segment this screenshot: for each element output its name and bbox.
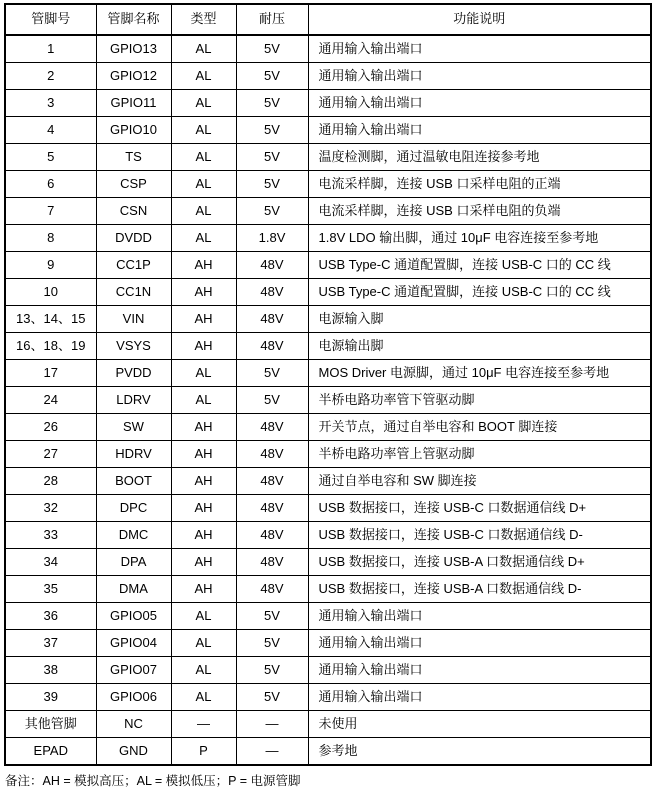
pin-name-cell: LDRV	[96, 387, 171, 414]
table-row	[5, 90, 651, 117]
function-description-cell: USB 数据接口，连接 USB-C 口数据通信线 D+	[308, 495, 651, 522]
table-footnote: 备注：AH = 模拟高压；AL = 模拟低压；P = 电源管脚	[5, 774, 301, 788]
pin-number-cell: 10	[5, 279, 96, 306]
pin-number-cell: 17	[5, 360, 96, 387]
pin-type-cell: AH	[171, 441, 236, 468]
function-description-cell: 通过自举电容和 SW 脚连接	[308, 468, 651, 495]
pin-number-cell: 4	[5, 117, 96, 144]
pin-type-cell: AH	[171, 549, 236, 576]
pin-table-header	[5, 4, 651, 35]
pin-type-cell: P	[171, 738, 236, 766]
table-row	[5, 387, 651, 414]
function-description-cell: 未使用	[308, 711, 651, 738]
function-description-cell: USB 数据接口，连接 USB-A 口数据通信线 D+	[308, 549, 651, 576]
function-description-cell: 通用输入输出端口	[308, 657, 651, 684]
function-description-cell: 通用输入输出端口	[308, 117, 651, 144]
pin-type-cell: AL	[171, 90, 236, 117]
pin-type-cell: AL	[171, 35, 236, 63]
voltage-rating-cell: —	[236, 738, 308, 766]
pin-number-cell: 6	[5, 171, 96, 198]
table-row	[5, 117, 651, 144]
header-pin-name: 管脚名称	[96, 4, 171, 35]
pin-number-cell: 37	[5, 630, 96, 657]
pin-name-cell: CC1P	[96, 252, 171, 279]
pin-type-cell: AL	[171, 198, 236, 225]
table-row	[5, 630, 651, 657]
pin-type-cell: AL	[171, 387, 236, 414]
table-row	[5, 360, 651, 387]
table-row	[5, 549, 651, 576]
pin-type-cell: AL	[171, 171, 236, 198]
table-row	[5, 414, 651, 441]
pin-type-cell: AL	[171, 144, 236, 171]
header-voltage-rating: 耐压	[236, 4, 308, 35]
function-description-cell: USB 数据接口，连接 USB-C 口数据通信线 D-	[308, 522, 651, 549]
pin-number-cell: 2	[5, 63, 96, 90]
pin-name-cell: GPIO06	[96, 684, 171, 711]
pin-name-cell: DVDD	[96, 225, 171, 252]
pin-type-cell: AL	[171, 684, 236, 711]
pin-number-cell: 16、18、19	[5, 333, 96, 360]
voltage-rating-cell: 5V	[236, 657, 308, 684]
pin-type-cell: AH	[171, 576, 236, 603]
header-pin-number: 管脚号	[5, 4, 96, 35]
voltage-rating-cell: 5V	[236, 198, 308, 225]
header-function-description: 功能说明	[308, 4, 651, 35]
function-description-cell: 半桥电路功率管上管驱动脚	[308, 441, 651, 468]
pin-number-cell: 7	[5, 198, 96, 225]
pin-name-cell: VSYS	[96, 333, 171, 360]
pin-name-cell: NC	[96, 711, 171, 738]
pin-type-cell: AH	[171, 495, 236, 522]
voltage-rating-cell: 5V	[236, 684, 308, 711]
pin-type-cell: AH	[171, 414, 236, 441]
voltage-rating-cell: 5V	[236, 603, 308, 630]
pin-number-cell: 3	[5, 90, 96, 117]
table-row	[5, 225, 651, 252]
pin-number-cell: 36	[5, 603, 96, 630]
pin-type-cell: AL	[171, 225, 236, 252]
pin-type-cell: AL	[171, 630, 236, 657]
pin-number-cell: 32	[5, 495, 96, 522]
pin-name-cell: DPA	[96, 549, 171, 576]
function-description-cell: 开关节点，通过自举电容和 BOOT 脚连接	[308, 414, 651, 441]
pin-type-cell: AL	[171, 117, 236, 144]
function-description-cell: 通用输入输出端口	[308, 630, 651, 657]
pin-number-cell: 33	[5, 522, 96, 549]
table-row	[5, 522, 651, 549]
voltage-rating-cell: 48V	[236, 441, 308, 468]
voltage-rating-cell: 5V	[236, 35, 308, 63]
function-description-cell: MOS Driver 电源脚，通过 10μF 电容连接至参考地	[308, 360, 651, 387]
table-row	[5, 711, 651, 738]
pin-number-cell: 35	[5, 576, 96, 603]
function-description-cell: 半桥电路功率管下管驱动脚	[308, 387, 651, 414]
voltage-rating-cell: 48V	[236, 279, 308, 306]
pin-name-cell: GPIO04	[96, 630, 171, 657]
pin-name-cell: DPC	[96, 495, 171, 522]
pin-name-cell: GPIO11	[96, 90, 171, 117]
function-description-cell: 通用输入输出端口	[308, 63, 651, 90]
pin-type-cell: AH	[171, 252, 236, 279]
voltage-rating-cell: 5V	[236, 387, 308, 414]
pin-type-cell: —	[171, 711, 236, 738]
table-row	[5, 198, 651, 225]
pin-type-cell: AL	[171, 63, 236, 90]
voltage-rating-cell: 5V	[236, 360, 308, 387]
pin-name-cell: TS	[96, 144, 171, 171]
function-description-cell: 通用输入输出端口	[308, 684, 651, 711]
pin-name-cell: GND	[96, 738, 171, 766]
pin-number-cell: 27	[5, 441, 96, 468]
pin-name-cell: BOOT	[96, 468, 171, 495]
voltage-rating-cell: 5V	[236, 630, 308, 657]
table-row	[5, 171, 651, 198]
pin-name-cell: HDRV	[96, 441, 171, 468]
voltage-rating-cell: 5V	[236, 117, 308, 144]
pin-name-cell: GPIO05	[96, 603, 171, 630]
pin-name-cell: CSN	[96, 198, 171, 225]
voltage-rating-cell: 48V	[236, 576, 308, 603]
function-description-cell: 电源输入脚	[308, 306, 651, 333]
pin-type-cell: AH	[171, 306, 236, 333]
pin-number-cell: 28	[5, 468, 96, 495]
table-row	[5, 252, 651, 279]
pin-type-cell: AH	[171, 279, 236, 306]
function-description-cell: 参考地	[308, 738, 651, 766]
pin-number-cell: 9	[5, 252, 96, 279]
pin-number-cell: 5	[5, 144, 96, 171]
function-description-cell: 通用输入输出端口	[308, 603, 651, 630]
table-row	[5, 495, 651, 522]
pin-name-cell: CC1N	[96, 279, 171, 306]
voltage-rating-cell: 48V	[236, 414, 308, 441]
function-description-cell: 电源输出脚	[308, 333, 651, 360]
table-row	[5, 576, 651, 603]
pin-number-cell: 13、14、15	[5, 306, 96, 333]
table-row	[5, 63, 651, 90]
pin-name-cell: GPIO12	[96, 63, 171, 90]
pin-name-cell: GPIO07	[96, 657, 171, 684]
pin-name-cell: GPIO13	[96, 35, 171, 63]
pin-name-cell: DMC	[96, 522, 171, 549]
pin-number-cell: 34	[5, 549, 96, 576]
table-row	[5, 333, 651, 360]
pin-type-cell: AH	[171, 522, 236, 549]
voltage-rating-cell: 5V	[236, 63, 308, 90]
table-row	[5, 738, 651, 766]
voltage-rating-cell: 48V	[236, 468, 308, 495]
pin-number-cell: EPAD	[5, 738, 96, 766]
voltage-rating-cell: 48V	[236, 522, 308, 549]
voltage-rating-cell: 48V	[236, 333, 308, 360]
function-description-cell: USB Type-C 通道配置脚，连接 USB-C 口的 CC 线	[308, 279, 651, 306]
pin-name-cell: CSP	[96, 171, 171, 198]
function-description-cell: 1.8V LDO 输出脚，通过 10μF 电容连接至参考地	[308, 225, 651, 252]
function-description-cell: 电流采样脚，连接 USB 口采样电阻的负端	[308, 198, 651, 225]
pin-name-cell: PVDD	[96, 360, 171, 387]
table-row	[5, 657, 651, 684]
pin-table-body	[5, 35, 651, 765]
pin-type-cell: AL	[171, 657, 236, 684]
function-description-cell: 温度检测脚，通过温敏电阻连接参考地	[308, 144, 651, 171]
pin-number-cell: 其他管脚	[5, 711, 96, 738]
voltage-rating-cell: —	[236, 711, 308, 738]
function-description-cell: 通用输入输出端口	[308, 35, 651, 63]
pin-number-cell: 1	[5, 35, 96, 63]
function-description-cell: USB Type-C 通道配置脚，连接 USB-C 口的 CC 线	[308, 252, 651, 279]
table-row	[5, 306, 651, 333]
voltage-rating-cell: 1.8V	[236, 225, 308, 252]
pin-number-cell: 8	[5, 225, 96, 252]
header-pin-type: 类型	[171, 4, 236, 35]
table-row	[5, 468, 651, 495]
table-row	[5, 684, 651, 711]
voltage-rating-cell: 48V	[236, 495, 308, 522]
pin-number-cell: 24	[5, 387, 96, 414]
table-row	[5, 35, 651, 63]
voltage-rating-cell: 48V	[236, 549, 308, 576]
table-row	[5, 441, 651, 468]
pin-number-cell: 26	[5, 414, 96, 441]
table-row	[5, 144, 651, 171]
voltage-rating-cell: 5V	[236, 90, 308, 117]
header-row	[5, 4, 651, 35]
function-description-cell: 通用输入输出端口	[308, 90, 651, 117]
pin-type-cell: AL	[171, 603, 236, 630]
pin-description-table	[4, 3, 652, 766]
pin-number-cell: 39	[5, 684, 96, 711]
function-description-cell: 电流采样脚，连接 USB 口采样电阻的正端	[308, 171, 651, 198]
function-description-cell: USB 数据接口，连接 USB-A 口数据通信线 D-	[308, 576, 651, 603]
table-row	[5, 279, 651, 306]
pin-type-cell: AH	[171, 468, 236, 495]
voltage-rating-cell: 5V	[236, 144, 308, 171]
pin-name-cell: DMA	[96, 576, 171, 603]
pin-type-cell: AL	[171, 360, 236, 387]
pin-type-cell: AH	[171, 333, 236, 360]
voltage-rating-cell: 48V	[236, 306, 308, 333]
pin-name-cell: VIN	[96, 306, 171, 333]
voltage-rating-cell: 48V	[236, 252, 308, 279]
pin-name-cell: SW	[96, 414, 171, 441]
pin-number-cell: 38	[5, 657, 96, 684]
table-row	[5, 603, 651, 630]
pin-name-cell: GPIO10	[96, 117, 171, 144]
voltage-rating-cell: 5V	[236, 171, 308, 198]
